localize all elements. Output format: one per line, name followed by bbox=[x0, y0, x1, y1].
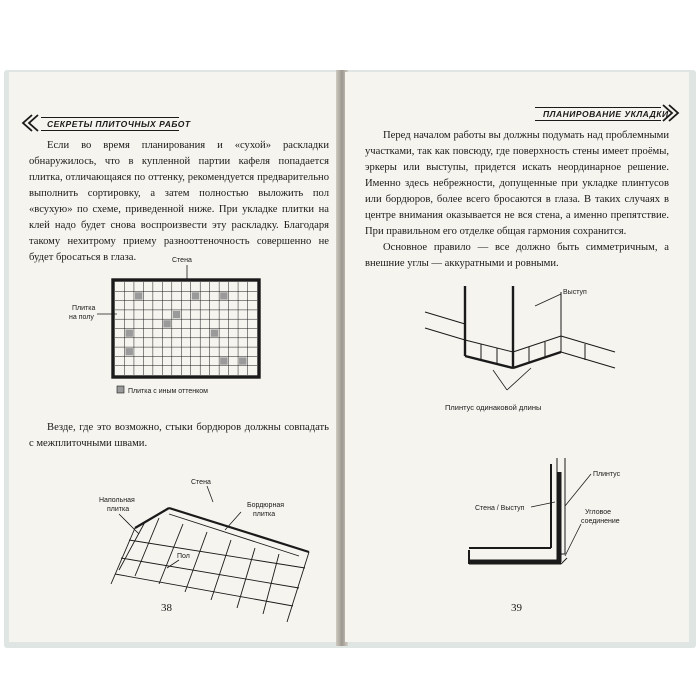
border-tile-diagram bbox=[9, 472, 339, 622]
fig4-corner-pointer bbox=[565, 524, 581, 556]
fig2-floor-tile-label: Напольная bbox=[99, 497, 135, 504]
projection-outline bbox=[425, 286, 615, 368]
fig3-projection-pointer bbox=[535, 294, 561, 306]
shaded-tile bbox=[163, 320, 170, 327]
right-page-number: 39 bbox=[511, 602, 522, 614]
right-paragraph-1: Перед началом работы вы должны подумать над проблемными участками, так как повсюду, где поверхность стены имеет проёмы, эркеры или выступы, придется искать неординарное решение. Именно здесь небрежности, допущенные при укладке плинтусов или бордюров, более всего бросаются в глаза. В таких случаях в центре внимания оказывается не вся стена, а именно препятствие. При правильном его отделке общая гармония сохранится. bbox=[365, 130, 669, 237]
fig3-plinth-pointers bbox=[493, 368, 531, 390]
projection-plinth-diagram bbox=[345, 272, 689, 422]
left-running-header bbox=[19, 112, 191, 134]
fig1-floor-tile-label: Плитка bbox=[72, 305, 96, 312]
tile-shading-diagram bbox=[9, 250, 339, 400]
right-header-title: ПЛАНИРОВАНИЕ УКЛАДКИ bbox=[543, 109, 669, 119]
fig2-wall-pointer bbox=[207, 486, 213, 502]
shaded-tile bbox=[135, 292, 142, 299]
fig4-wall-label: Стена / Выступ bbox=[475, 505, 525, 512]
corner-joint-diagram bbox=[345, 450, 689, 600]
fig1-legend-swatch bbox=[117, 386, 124, 393]
fig4-corner-label-2: соединение bbox=[581, 518, 620, 525]
left-body-text-1 bbox=[29, 138, 329, 266]
shaded-tile bbox=[173, 311, 180, 318]
fig2-border-label: Бордюрная bbox=[247, 502, 284, 509]
left-paragraph-2: Везде, где это возможно, стыки бордюров должны совпадать с межплиточными швами. bbox=[29, 422, 329, 449]
fig4-corner-label: Угловое bbox=[585, 509, 612, 516]
shaded-tile bbox=[125, 348, 132, 355]
right-running-header bbox=[535, 102, 685, 124]
right-paragraph-2: Основное правило — все должно быть симметричным, а внешние углы — аккуратными и ровными. bbox=[365, 242, 669, 269]
shaded-tile bbox=[220, 357, 227, 364]
shaded-tile bbox=[220, 292, 227, 299]
fig2-floor-tile-label-2: плитка bbox=[107, 506, 130, 513]
right-body-text-1 bbox=[365, 128, 669, 272]
fig4-plinth-label: Плинтус bbox=[593, 471, 621, 478]
tile-grid bbox=[115, 282, 257, 375]
left-page bbox=[9, 72, 339, 642]
fig2-wall-label: Стена bbox=[191, 479, 211, 486]
fig3-projection-label: Выступ bbox=[563, 289, 587, 296]
fig4-plinth-pointer bbox=[565, 474, 591, 506]
fig2-floor-label: Пол bbox=[177, 553, 190, 560]
left-paragraph-1: Если во время планирования и «сухой» раскладки обнаружилось, что в купленной партии кафеля попадается плитка, отличающаяся по оттенку, рекомендуется предварительно выполнить сортировку, а затем полностью выложить пол «всухую» по схеме, приведенной ниже. При укладке плитки на клей надо будет снова воспроизвести эту раскладку. Благодаря такому нехитрому приему разнооттеночность совершенно не будет бросаться в глаза. bbox=[29, 140, 329, 263]
fig1-legend-label: Плитка с иным оттенком bbox=[128, 388, 208, 395]
double-chevron-icon bbox=[655, 102, 685, 124]
fig1-floor-tile-label-2: на полу bbox=[69, 314, 94, 321]
shaded-tile bbox=[211, 330, 218, 337]
fig1-wall-label: Стена bbox=[172, 257, 192, 264]
left-page-number: 38 bbox=[161, 602, 172, 614]
shaded-tile bbox=[192, 292, 199, 299]
left-body-text-2 bbox=[29, 420, 329, 452]
fig2-floor-tile-pointer bbox=[119, 514, 139, 534]
fig2-border-label-2: плитка bbox=[253, 511, 276, 518]
fig3-caption: Плинтус одинаковой длины bbox=[445, 403, 542, 412]
shaded-tile bbox=[125, 330, 132, 337]
border-tile-perspective bbox=[111, 508, 309, 622]
shaded-tile bbox=[239, 357, 246, 364]
right-page bbox=[345, 72, 689, 642]
left-header-title: СЕКРЕТЫ ПЛИТОЧНЫХ РАБОТ bbox=[47, 119, 191, 129]
